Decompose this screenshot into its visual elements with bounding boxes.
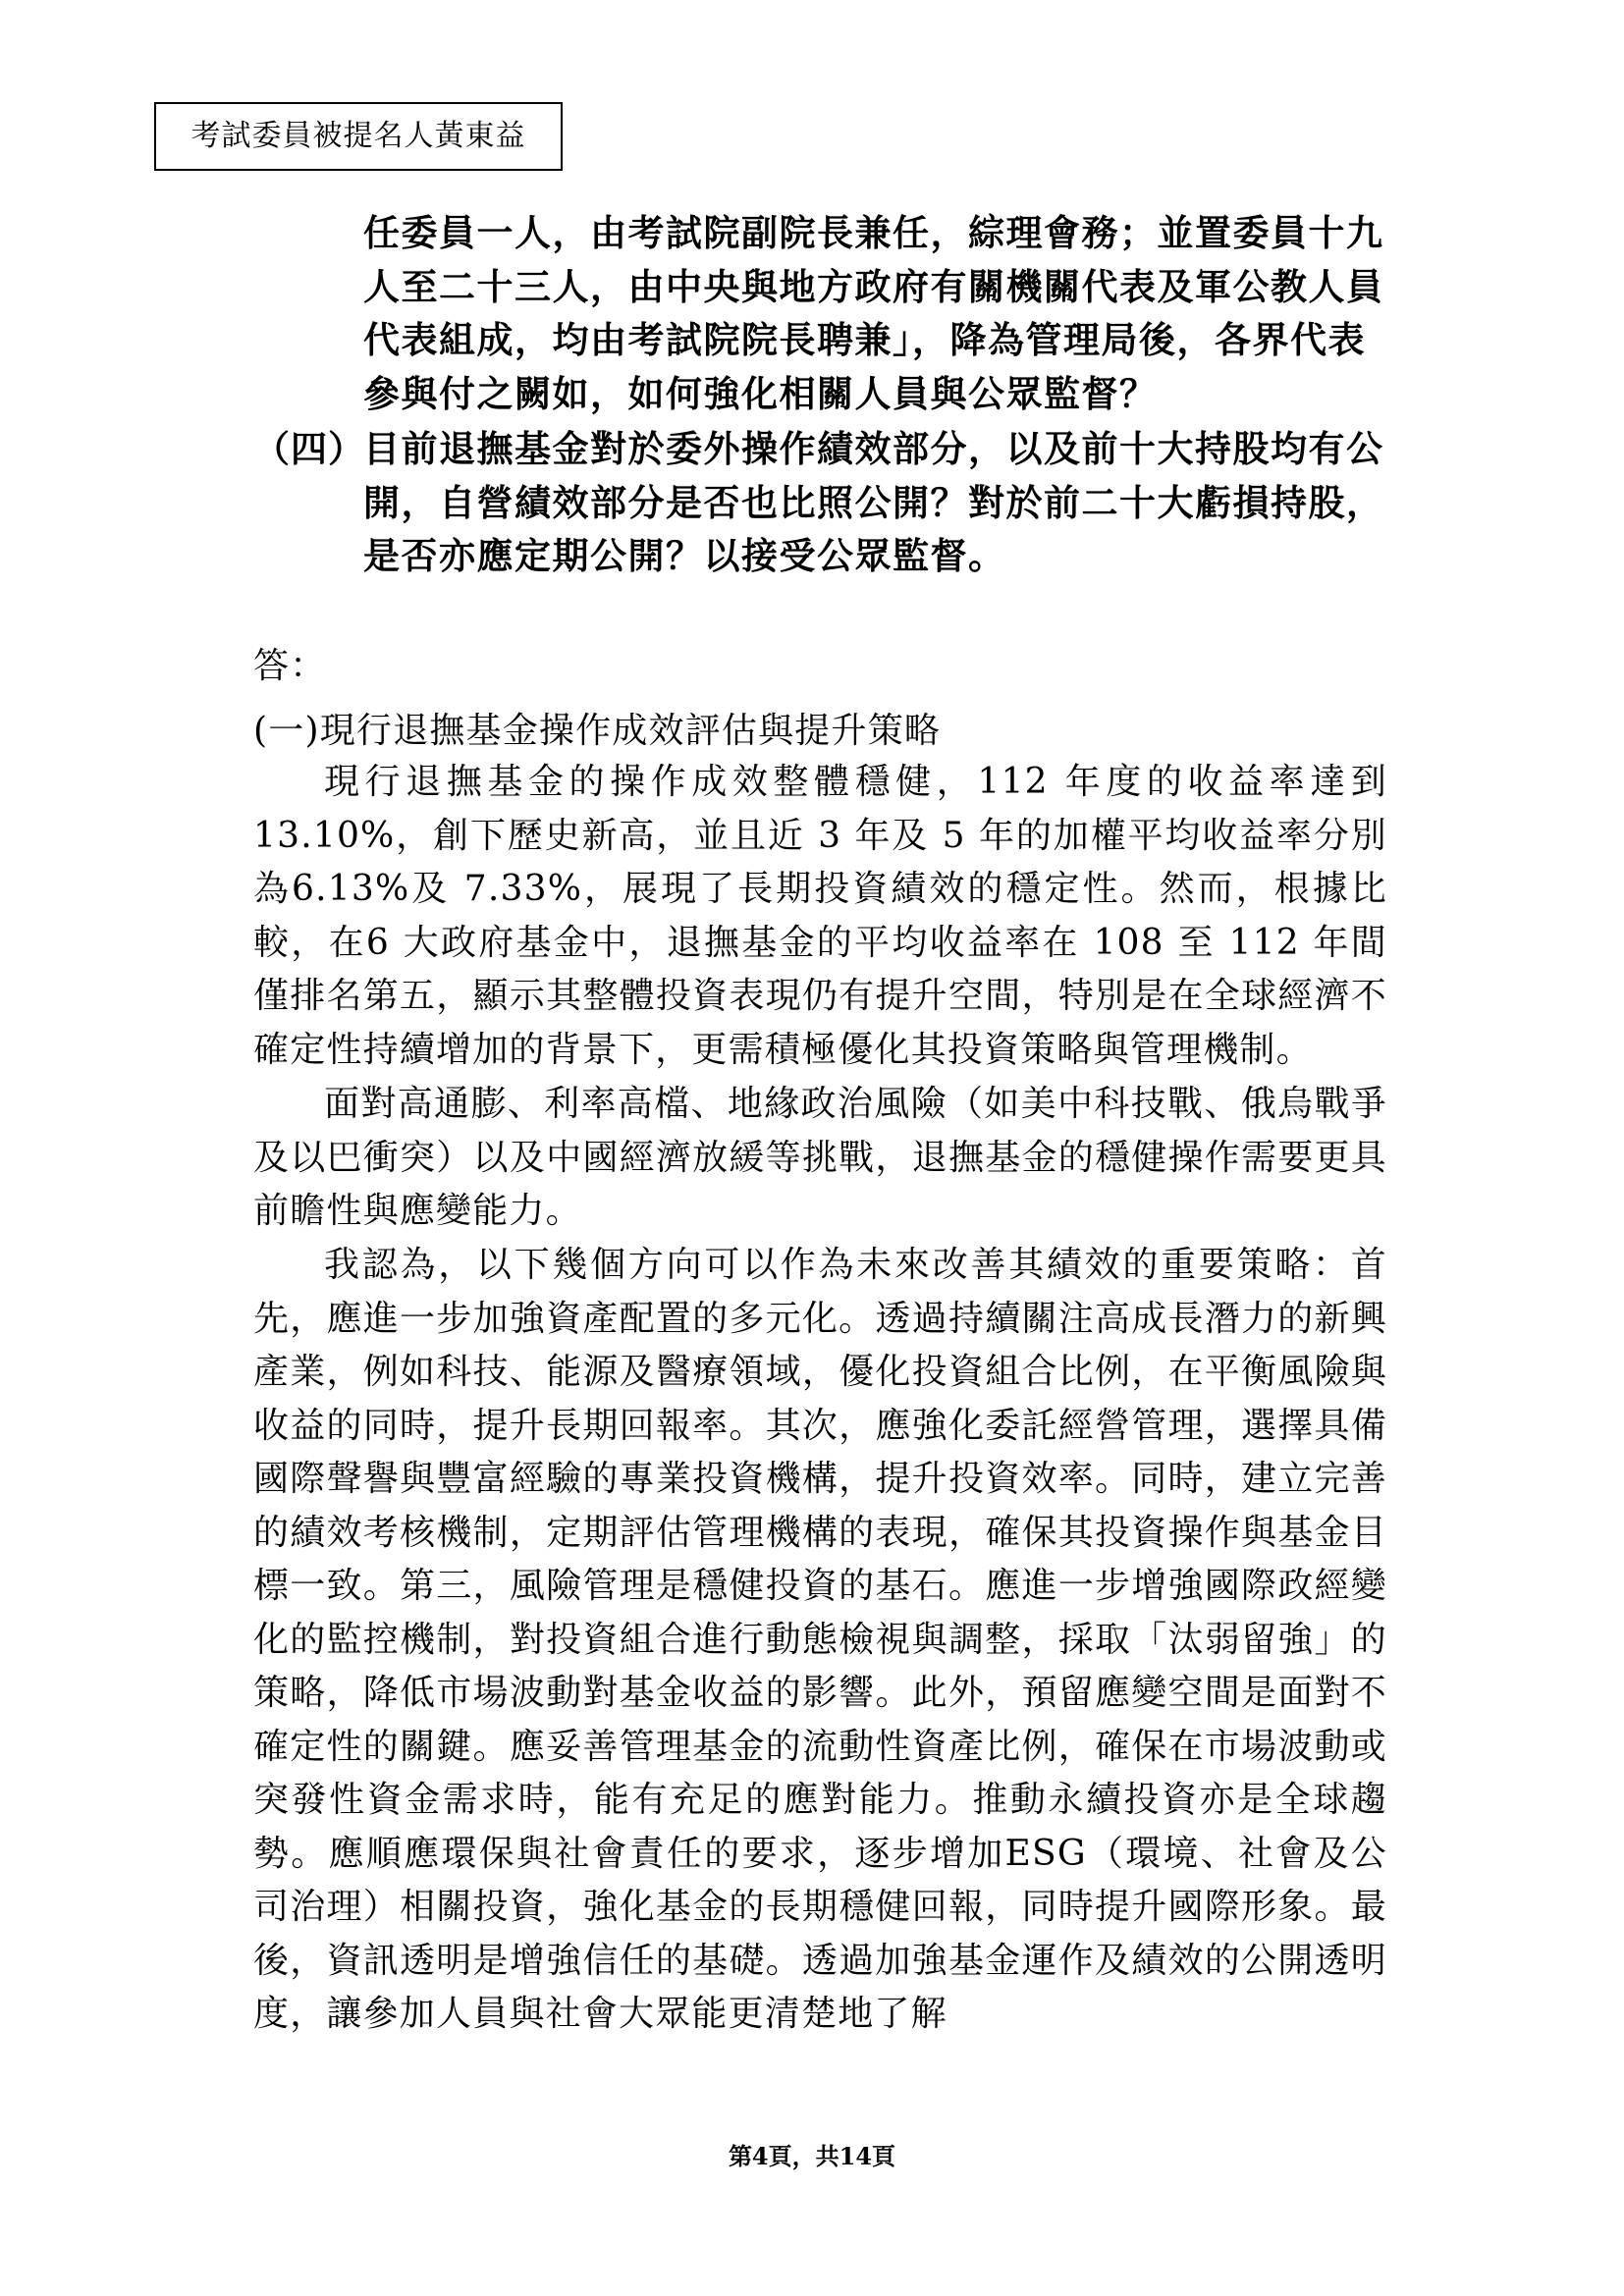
answer-paragraph-3: 我認為，以下幾個方向可以作為未來改善其績效的重要策略：首先，應進一步加強資產配置的多元化。透過持續關注高成長潛力的新興產業，例如科技、能源及醫療領域，優化投資組合比例，在平衡風險與收益的同時，提升長期回報率。其次，應強化委託經營管理，選擇具備國際聲譽與豐富經驗的專業投資機構，提升投資效率。同時，建立完善的績效考核機制，定期評估管理機構的表現，確保其投資操作與基金目標一致。第三，風險管理是穩健投資的基石。應進一步增強國際政經變化的監控機制，對投資組合進行動態檢視與調整，採取「汰弱留強」的策略，降低市場波動對基金收益的影響。此外，預留應變空間是面對不確定性的關鍵。應妥善管理基金的流動性資產比例，確保在市場波動或突發性資金需求時，能有充足的應對能力。推動永續投資亦是全球趨勢。應順應環保與社會責任的要求，逐步增加ESG（環境、社會及公司治理）相關投資，強化基金的長期穩健回報，同時提升國際形象。最後，資訊透明是增強信任的基礎。透過加強基金運作及績效的公開透明度，讓參加人員與社會大眾能更清楚地了解 [253,1245,1387,2034]
question-item-number: （四） [253,427,365,470]
question-continuation: 任委員一人，由考試院副院長兼任，綜理會務；並置委員十九人至二十三人，由中央與地方政府有關機關代表及軍公教人員代表組成，均由考試院院長聘兼」，降為管理局後，各界代表參與付之闕如，如何強化相關人員與公眾監督？ [363,211,1384,415]
page-number: 第4頁，共14頁 [728,2142,896,2170]
answer-paragraph-1: 現行退撫基金的操作成效整體穩健，112 年度的收益率達到13.10%，創下歷史新高，並且近 3 年及 5 年的加權平均收益率分別為6.13%及 7.33%，展現了長期投資績效的穩定性。然而，根據比較，在6 大政府基金中，退撫基金的平均收益率在 108 至 112 年間僅排名第五，顯示其整體投資表現仍有提升空間，特別是在全球經濟不確定性持續增加的背景下，更需積極優化其投資策略與管理機制。 [253,762,1387,1070]
question-item-4: 目前退撫基金對於委外操作績效部分，以及前十大持股均有公開，自營績效部分是否也比照公開？對於前二十大虧損持股，是否亦應定期公開？以接受公眾監督。 [363,427,1384,577]
answer-paragraph-2: 面對高通膨、利率高檔、地緣政治風險（如美中科技戰、俄烏戰爭及以巴衝突）以及中國經濟放緩等挑戰，退撫基金的穩健操作需要更具前瞻性與應變能力。 [253,1084,1387,1231]
answer-label: 答： [253,646,327,686]
section-heading: (一)現行退撫基金操作成效評估與提升策略 [253,711,942,751]
nominee-header-label: 考試委員被提名人黃東益 [154,102,563,171]
